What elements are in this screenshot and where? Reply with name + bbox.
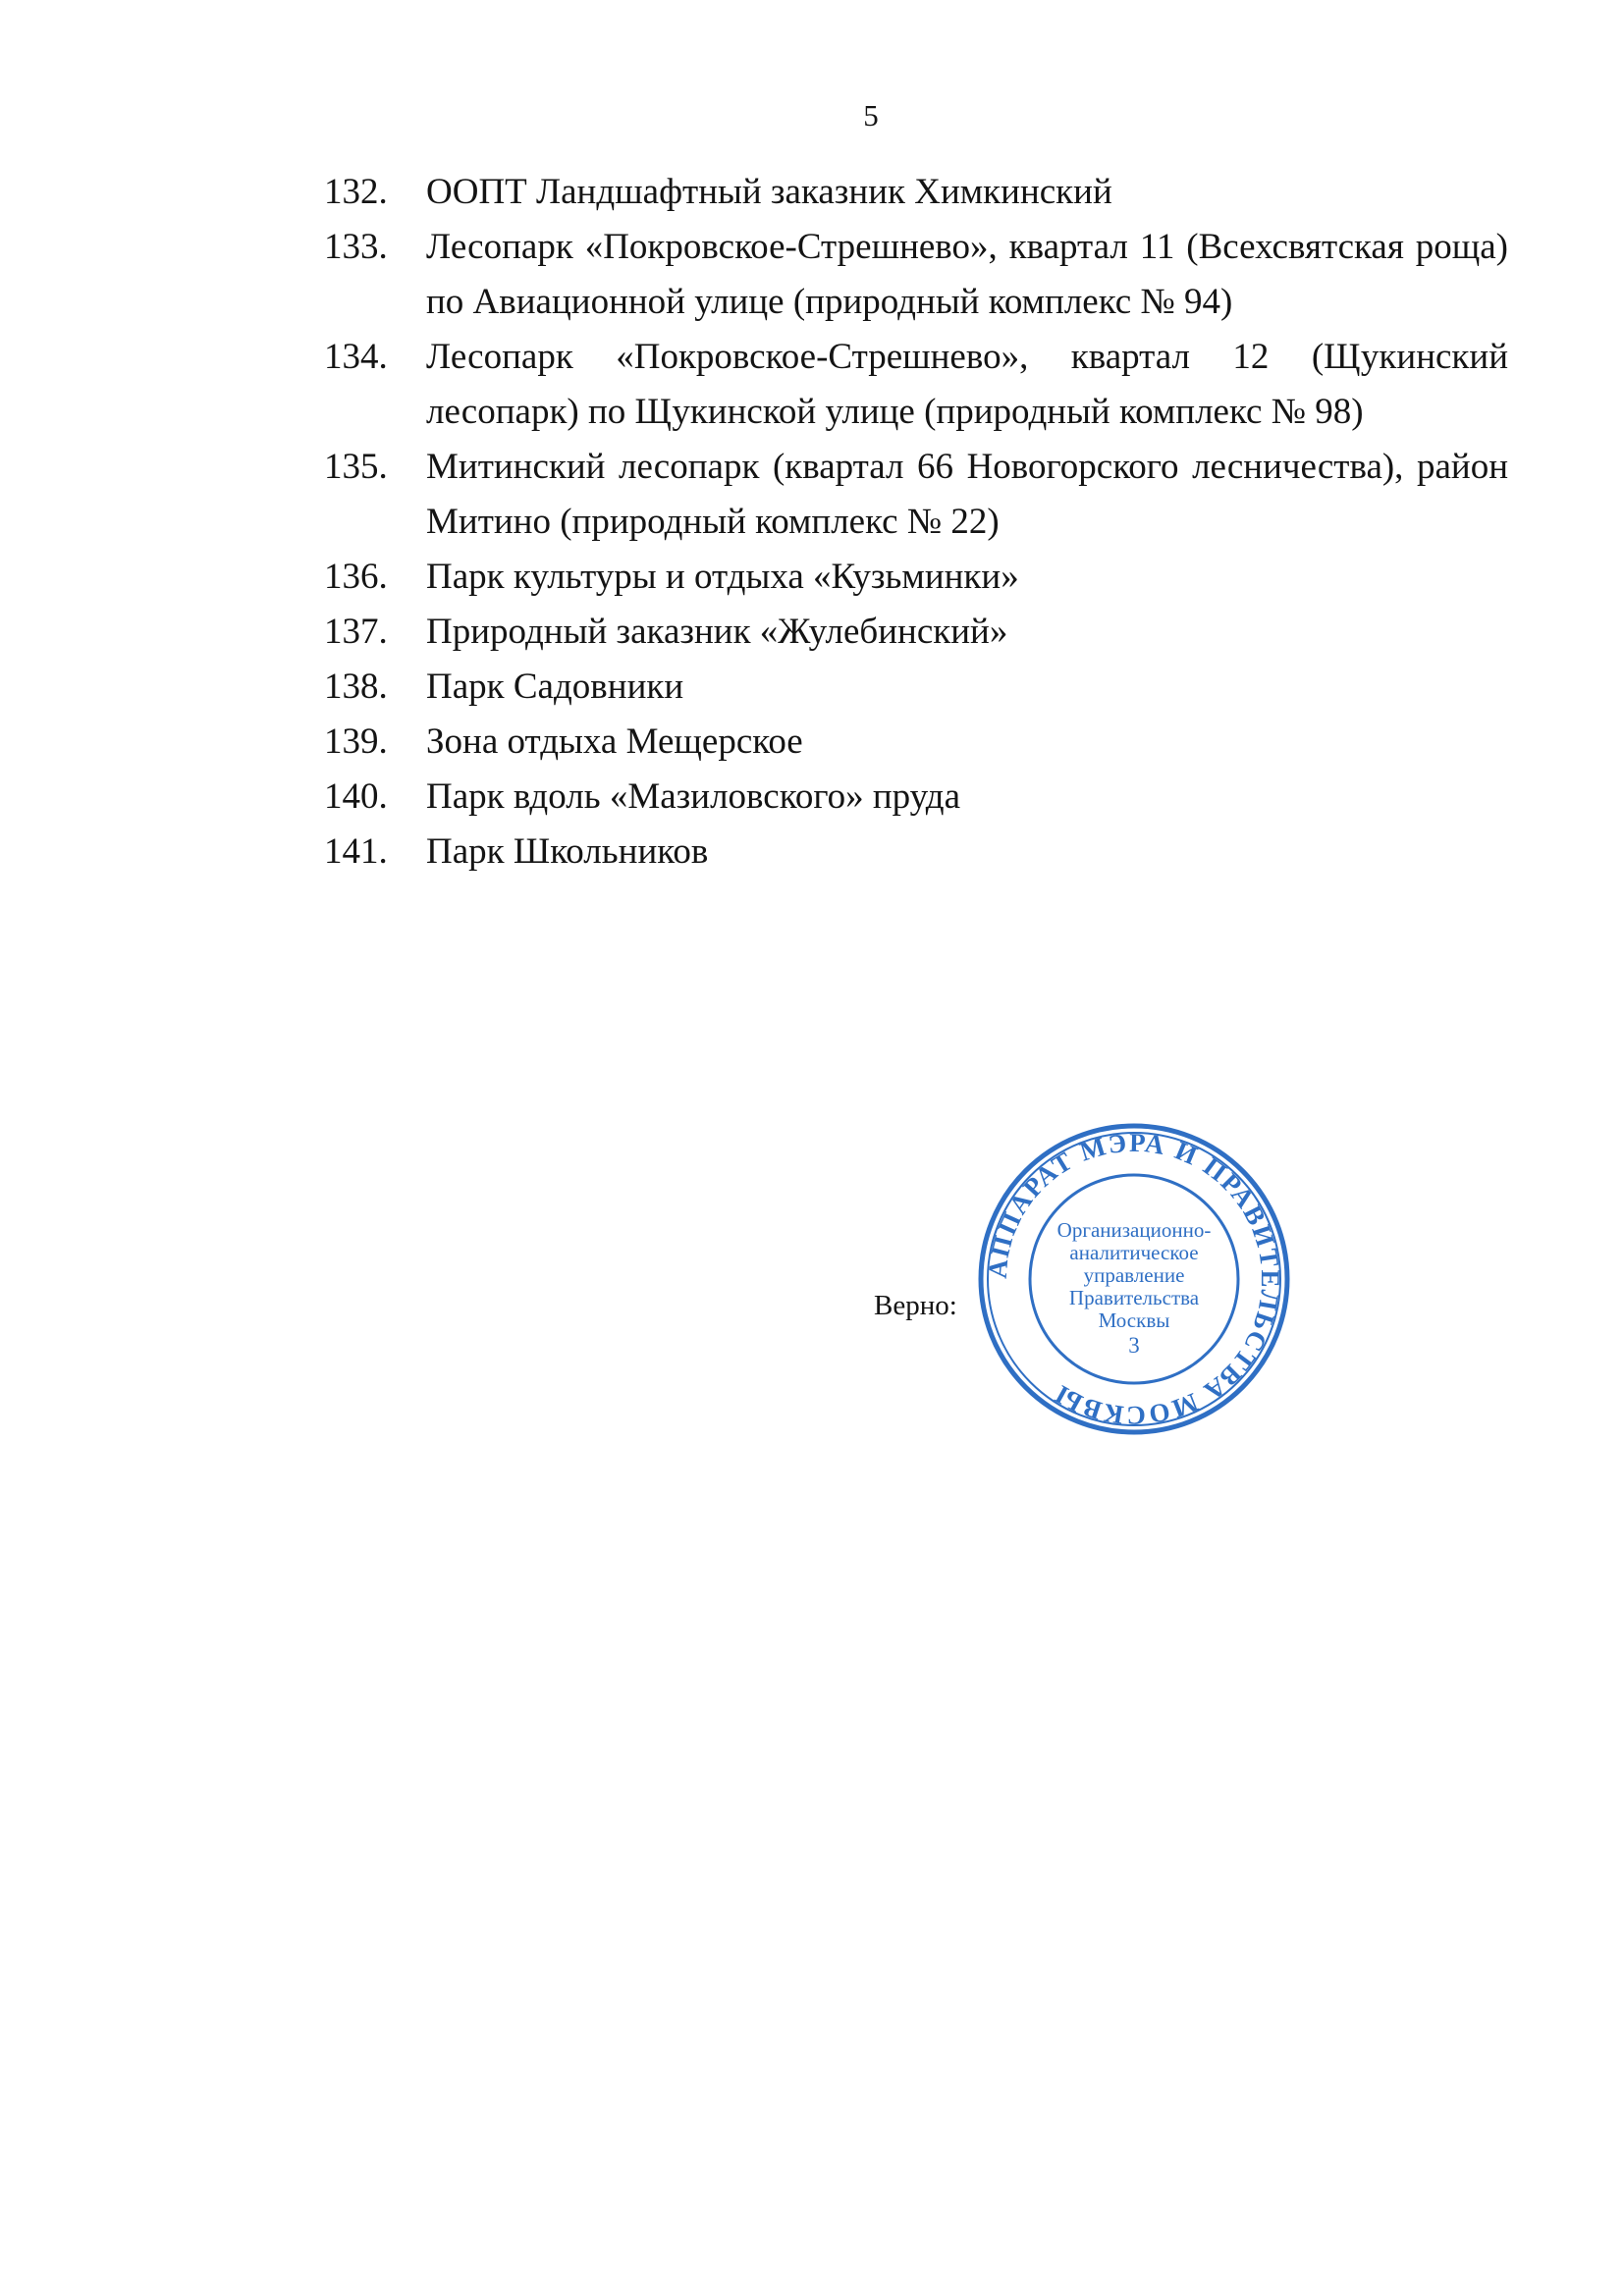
item-text: Парк Садовники	[426, 667, 684, 707]
stamp-inner-line-1: Организационно-	[1056, 1218, 1212, 1242]
list-item	[324, 825, 1508, 880]
item-number: 135.	[324, 447, 388, 487]
list-item	[324, 715, 1508, 770]
item-text: Митинский лесопарк (квартал 66 Новогорского лесничества), район Митино (природный комплекс № 22)	[426, 447, 1508, 542]
page-number: 5	[863, 98, 879, 133]
item-number: 136.	[324, 557, 388, 597]
list-item	[324, 605, 1508, 660]
item-text: Парк культуры и отдыха «Кузьминки»	[426, 557, 1019, 597]
stamp-inner-line-2: аналитическое	[1069, 1241, 1199, 1264]
list-item	[324, 550, 1508, 605]
item-number: 133.	[324, 227, 388, 267]
list-item	[324, 165, 1508, 220]
item-number: 139.	[324, 721, 388, 762]
stamp-inner-line-6: 3	[1128, 1333, 1140, 1358]
list-item	[324, 330, 1508, 440]
item-text: Лесопарк «Покровское-Стрешнево», квартал 11 (Всехсвятская роща) по Авиационной улице (природный комплекс № 94)	[426, 227, 1508, 322]
item-number: 140.	[324, 776, 388, 817]
list-item	[324, 440, 1508, 550]
item-number: 134.	[324, 337, 388, 377]
item-number: 137.	[324, 612, 388, 652]
item-text: Парк вдоль «Мазиловского» пруда	[426, 776, 961, 817]
item-text: Парк Школьников	[426, 831, 709, 872]
list-item	[324, 220, 1508, 330]
item-text: Зона отдыха Мещерское	[426, 721, 803, 762]
item-number: 138.	[324, 667, 388, 707]
document-list	[324, 165, 1508, 880]
list-item	[324, 770, 1508, 825]
certification-label: Верно:	[874, 1290, 957, 1321]
item-text: ООПТ Ландшафтный заказник Химкинский	[426, 172, 1112, 212]
stamp-outer-text-path: АППАРАТ МЭРА И ПРАВИТЕЛЬСТВА МОСКВЫ	[982, 1127, 1286, 1431]
list-item	[324, 660, 1508, 715]
stamp-inner-line-3: управление	[1083, 1263, 1185, 1287]
stamp-inner-line-5: Москвы	[1098, 1308, 1170, 1332]
item-number: 132.	[324, 172, 388, 212]
stamp-graphic	[976, 1121, 1292, 1437]
official-stamp	[976, 1121, 1292, 1437]
stamp-inner-line-4: Правительства	[1068, 1286, 1200, 1309]
item-text: Лесопарк «Покровское-Стрешнево», квартал 12 (Щукинский лесопарк) по Щукинской улице (природный комплекс № 98)	[426, 337, 1508, 432]
item-number: 141.	[324, 831, 388, 872]
item-text: Природный заказник «Жулебинский»	[426, 612, 1008, 652]
